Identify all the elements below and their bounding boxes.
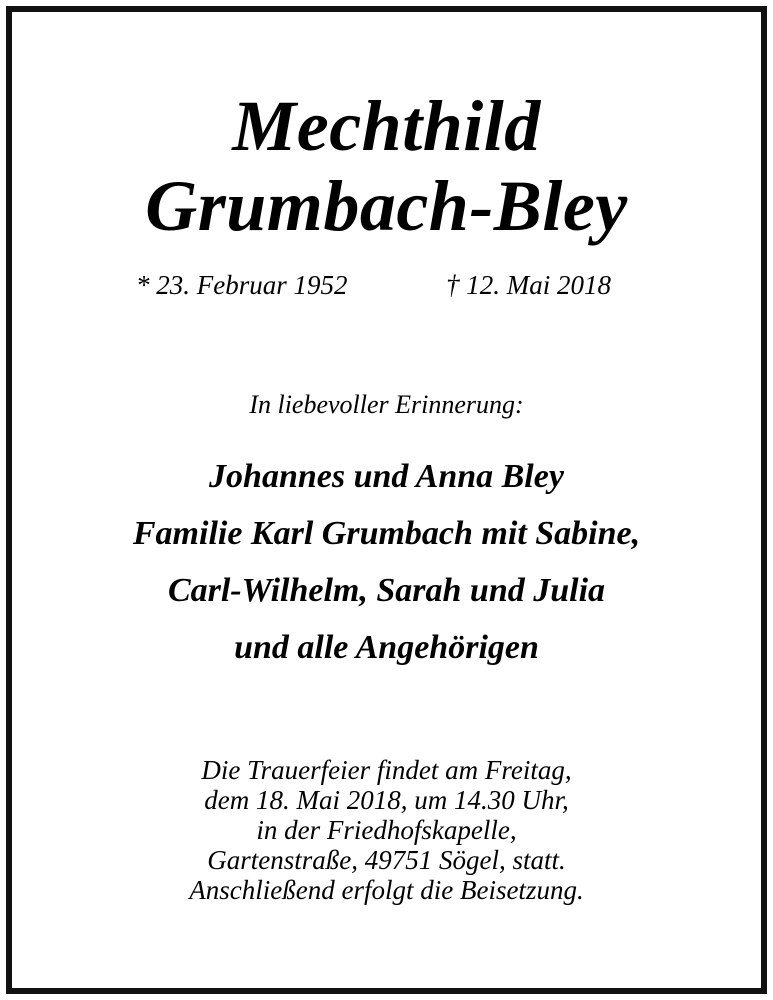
funeral-detail-line: Anschließend erfolgt die Beisetzung. [189, 875, 584, 905]
funeral-detail-line: Die Trauerfeier findet am Freitag, [201, 755, 572, 785]
deceased-first-name: Mechthild [232, 86, 541, 166]
death-date: † 12. Mai 2018 [446, 270, 611, 300]
mourner-line: Familie Karl Grumbach mit Sabine, [132, 515, 641, 552]
notice-frame [6, 6, 767, 994]
deceased-last-name: Grumbach-Bley [145, 166, 628, 246]
funeral-detail-line: in der Friedhofskapelle, [256, 815, 517, 845]
mourner-line: und alle Angehörigen [234, 629, 539, 666]
remembrance-intro: In liebevoller Erinnerung: [249, 390, 524, 419]
mourners-list [12, 448, 761, 676]
mourner-line: Carl-Wilhelm, Sarah und Julia [167, 572, 606, 609]
funeral-detail-line: Gartenstraße, 49751 Sögel, statt. [207, 845, 566, 875]
mourner-line: Johannes und Anna Bley [209, 458, 564, 495]
funeral-detail-line: dem 18. Mai 2018, um 14.30 Uhr, [204, 785, 569, 815]
birth-date: * 23. Februar 1952 [136, 270, 348, 300]
funeral-details [12, 755, 761, 905]
